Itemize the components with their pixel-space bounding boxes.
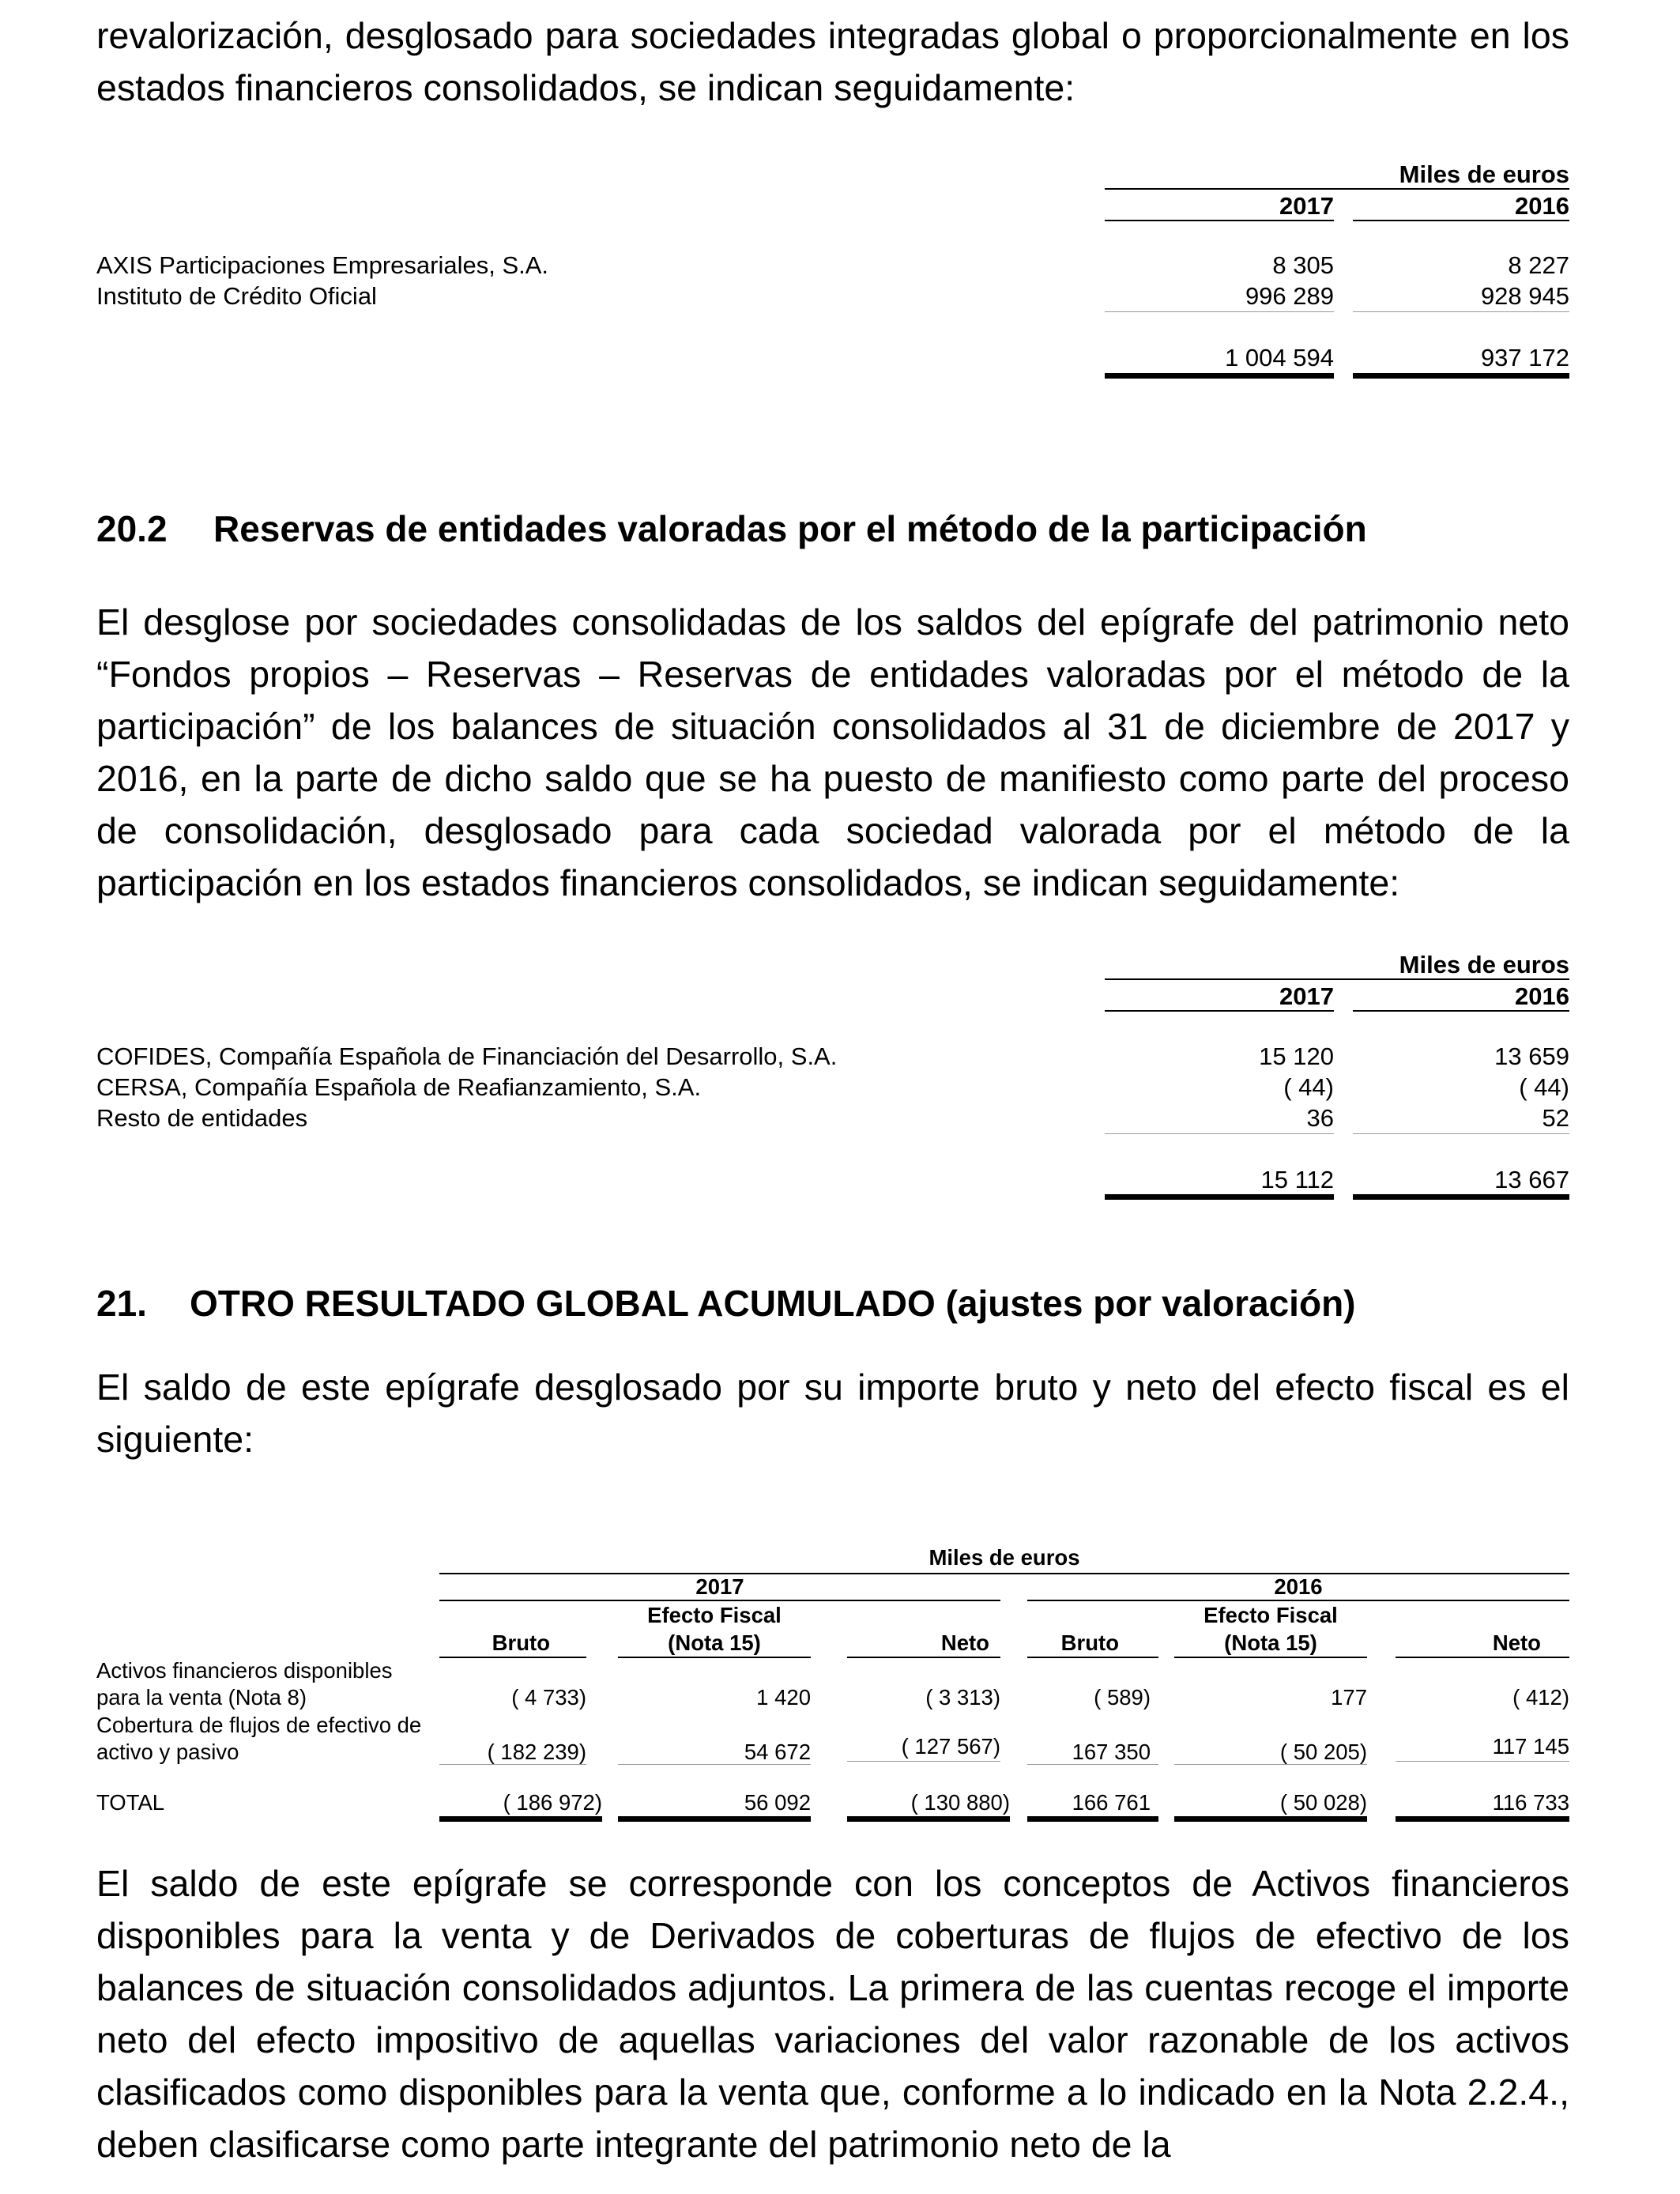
table3-subheader-rule	[618, 1657, 811, 1658]
table1-cell: 928 945	[1480, 282, 1569, 310]
table3-total-rule	[618, 1816, 811, 1822]
table3-cell: ( 182 239)	[487, 1740, 586, 1764]
table3-col-bruto-2017: Bruto	[492, 1630, 550, 1655]
table2-unit: Miles de euros	[1399, 951, 1569, 978]
section-20-2-title: Reservas de entidades valoradas por el método de la participación	[213, 508, 1367, 549]
table3-total-rule	[1174, 1816, 1367, 1822]
table3-total-cell: 116 733	[1492, 1790, 1569, 1815]
table1-total-2016: 937 172	[1480, 344, 1569, 371]
table3-cell: 167 350	[1072, 1740, 1151, 1764]
table2-cell: ( 44)	[1283, 1073, 1334, 1101]
table3-subheader-rule	[439, 1657, 586, 1658]
table2-row-label: Resto de entidades	[96, 1104, 308, 1132]
table3-subtotal-rule	[439, 1764, 586, 1765]
table2-cell: 36	[1306, 1104, 1334, 1132]
table3-total-rule	[1396, 1816, 1569, 1822]
table1-total-rule	[1105, 373, 1334, 379]
table3-cell: ( 412)	[1512, 1685, 1569, 1710]
table3-total-rule	[439, 1816, 602, 1822]
table1-row-label: Instituto de Crédito Oficial	[96, 282, 377, 310]
section-20-2-paragraph: El desglose por sociedades consolidadas de los saldos del epígrafe del patrimonio neto “Fondos propios – Reservas – Reservas de entidades valoradas por el método de la participación” de los balances de situación consolidados al 31 de diciembre de 2017 y 2016, en la parte de dicho saldo que se ha puesto de manifiesto como parte del proceso de consolidación, desglosado para cada sociedad valorada por el método de la participación en los estados financieros consolidados, se indican seguidamente:	[96, 601, 1569, 903]
table2-cell: ( 44)	[1519, 1073, 1569, 1101]
table2-subtotal-rule	[1105, 1133, 1334, 1134]
table3-total-cell: ( 186 972)	[503, 1790, 602, 1815]
table3-cell: ( 50 205)	[1279, 1740, 1367, 1764]
table2-total-rule	[1105, 1194, 1334, 1200]
table3-cell: 177	[1331, 1685, 1367, 1710]
table3-unit: Miles de euros	[929, 1545, 1080, 1570]
table3-total-cell: 166 761	[1072, 1790, 1151, 1815]
table2-header-rule-2016	[1353, 1010, 1569, 1012]
table3-total-rule	[847, 1816, 1010, 1822]
table3-total-cell: 56 092	[744, 1790, 811, 1815]
section-21-paragraph: El saldo de este epígrafe desglosado por su importe bruto y neto del efecto fiscal es el siguiente:	[96, 1367, 1569, 1460]
table3-col-neto-2016: Neto	[1492, 1630, 1541, 1655]
table3-cell: 1 420	[756, 1685, 811, 1710]
table3-subtotal-rule	[1027, 1764, 1158, 1765]
table1-unit-rule	[1105, 188, 1569, 190]
table3-subtotal-rule	[1396, 1761, 1569, 1762]
table2-row-label: CERSA, Compañía Española de Reafianzamiento, S.A.	[96, 1073, 702, 1101]
table3-total-rule	[1027, 1816, 1158, 1822]
table3-subtotal-rule	[618, 1764, 811, 1765]
table3-col-efecto-2016-line2: (Nota 15)	[1224, 1630, 1317, 1655]
table3-year-rule-2017	[439, 1600, 1000, 1601]
table3-subheader-rule	[1027, 1657, 1158, 1658]
table3-col-efecto-2016-line1: Efecto Fiscal	[1203, 1603, 1338, 1627]
table3-col-bruto-2016: Bruto	[1060, 1630, 1119, 1655]
table3-total-label: TOTAL	[96, 1790, 165, 1815]
table1-header-rule-2017	[1105, 220, 1334, 221]
table3-year-2017: 2017	[695, 1574, 744, 1599]
table2-col-2017: 2017	[1279, 982, 1334, 1010]
table2-total-2017: 15 112	[1260, 1166, 1334, 1193]
table1-col-2016: 2016	[1515, 192, 1569, 220]
table3-row-label: para la venta (Nota 8)	[96, 1685, 307, 1710]
table3-row-label: Activos financieros disponibles	[96, 1658, 393, 1683]
table3-col-efecto-2017-line1: Efecto Fiscal	[647, 1603, 782, 1627]
table1-cell: 8 227	[1508, 251, 1569, 279]
table2-subtotal-rule	[1353, 1133, 1569, 1134]
table3-cell: ( 127 567)	[901, 1734, 1000, 1759]
table1-subtotal-rule	[1105, 311, 1334, 312]
table2-total-rule	[1353, 1194, 1569, 1200]
table2-cell: 52	[1542, 1104, 1569, 1132]
intro-paragraph: revalorización, desglosado para sociedades integradas global o proporcionalmente en los estados financieros consolidados, se indican seguidamente:	[96, 15, 1569, 108]
table3-subtotal-rule	[847, 1761, 1000, 1762]
table3-total-cell: ( 50 028)	[1279, 1790, 1367, 1815]
table1-total-2017: 1 004 594	[1225, 344, 1334, 371]
table3-year-rule-2016	[1027, 1600, 1569, 1601]
table3-cell: 54 672	[744, 1740, 811, 1764]
table3-subheader-rule	[1396, 1657, 1569, 1658]
table2-total-2016: 13 667	[1494, 1166, 1569, 1193]
section-21-number: 21.	[96, 1283, 147, 1324]
closing-paragraph: El saldo de este epígrafe se corresponde con los conceptos de Activos financieros disponibles para la venta y de Derivados de coberturas de flujos de efectivo de los balances de situación consolidados adjuntos. La primera de las cuentas recoge el importe neto del efecto impositivo de aquellas variaciones del valor razonable de los activos clasificados como disponibles para la venta que, conforme a lo indicado en la Nota 2.2.4., deben clasificarse como parte integrante del patrimonio neto de la	[96, 1863, 1569, 2165]
section-21-title: OTRO RESULTADO GLOBAL ACUMULADO (ajustes por valoración)	[190, 1283, 1356, 1324]
table3-row-label: Cobertura de flujos de efectivo de	[96, 1713, 422, 1737]
table1-col-2017: 2017	[1279, 192, 1334, 220]
section-20-2-heading	[96, 507, 1367, 550]
table3-col-efecto-2017-line2: (Nota 15)	[668, 1630, 761, 1655]
table3-col-neto-2017: Neto	[940, 1630, 989, 1655]
table3-subtotal-rule	[1174, 1764, 1367, 1765]
table2-col-2016: 2016	[1515, 982, 1569, 1010]
table3-total-cell: ( 130 880)	[910, 1790, 1010, 1815]
table2-unit-rule	[1105, 978, 1569, 980]
section-21-heading	[96, 1282, 1355, 1325]
section-20-2-number: 20.2	[96, 508, 168, 549]
table1-unit: Miles de euros	[1399, 160, 1569, 188]
table2-cell: 13 659	[1494, 1042, 1569, 1070]
table2-row-label: COFIDES, Compañía Española de Financiación del Desarrollo, S.A.	[96, 1042, 838, 1070]
table3-cell: 117 145	[1492, 1734, 1569, 1759]
table3-subheader-rule	[1174, 1657, 1367, 1658]
table3-cell: ( 4 733)	[511, 1685, 586, 1710]
table2-cell: 15 120	[1259, 1042, 1334, 1070]
table3-row-label: activo y pasivo	[96, 1740, 239, 1764]
table1-subtotal-rule	[1353, 311, 1569, 312]
table1-row-label: AXIS Participaciones Empresariales, S.A.	[96, 251, 549, 279]
table3-subheader-rule	[847, 1657, 1000, 1658]
table1-total-rule	[1353, 373, 1569, 379]
table1-header-rule-2016	[1353, 220, 1569, 221]
table3-year-2016: 2016	[1274, 1574, 1323, 1599]
table3-cell: ( 3 313)	[925, 1685, 1000, 1710]
table2-header-rule-2017	[1105, 1010, 1334, 1012]
table3-cell: ( 589)	[1094, 1685, 1151, 1710]
table1-cell: 996 289	[1245, 282, 1334, 310]
table1-cell: 8 305	[1272, 251, 1334, 279]
